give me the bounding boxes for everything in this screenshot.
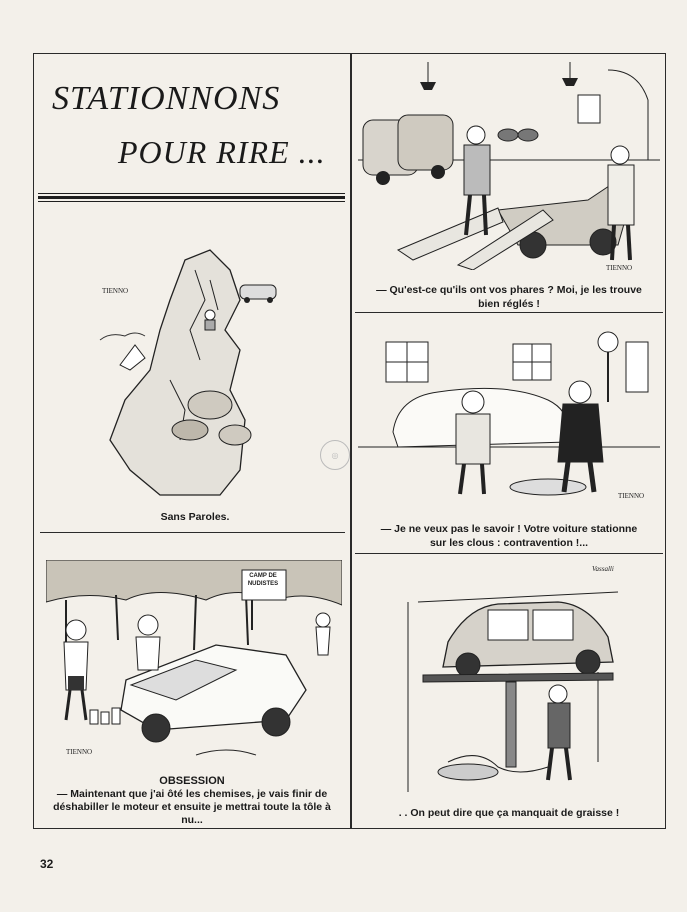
garage-caption [364, 283, 654, 311]
snow-signature: TIENNO [618, 492, 645, 500]
title-rule-top [38, 193, 345, 194]
title-rule-bottom [38, 201, 345, 202]
snow-caption-line2: sur les clous : contravention !... [429, 537, 589, 549]
lift-caption: . . On peut dire que ça manquait de graisse ! [398, 807, 620, 819]
watermark-logo: ◎ [320, 440, 350, 470]
nudist-camp-sign-line1: CAMP DE [249, 573, 277, 579]
right-panel-divider-1 [355, 312, 663, 313]
cliff-cartoon-illustration [90, 240, 290, 510]
title-rule-middle [38, 196, 345, 199]
nudist-camp-sign [243, 572, 283, 588]
garage-caption-line1: — Qu'est-ce qu'ils ont vos phares ? Moi, je les trouve [376, 284, 642, 296]
nudists-caption-line1: — Maintenant que j'ai ôté les chemises, je vais finir de [56, 788, 328, 800]
nudists-caption-line2: déshabiller le moteur et ensuite je mettrai toute la tôle à nu... [53, 801, 331, 826]
nudists-signature: TIENNO [66, 748, 93, 756]
cliff-signature: TIENNO [102, 287, 129, 295]
cliff-caption: Sans Paroles. [160, 511, 230, 523]
garage-caption-line2: bien réglés ! [478, 298, 540, 310]
page-title-line1: STATIONNONS [52, 80, 281, 117]
page-number: 32 [40, 857, 54, 871]
lift-signature: Vassalli [592, 565, 614, 573]
garage-signature: TIENNO [606, 264, 633, 272]
page-title-line2: POUR RIRE ... [118, 134, 326, 170]
nudist-camp-sign-line2: NUDISTES [247, 581, 279, 587]
nudists-caption [42, 775, 342, 827]
left-panel-divider [40, 532, 345, 533]
column-divider [350, 53, 352, 829]
lift-cartoon-illustration [358, 562, 660, 802]
snow-caption-line1: — Je ne veux pas le savoir ! Votre voiture stationne [380, 523, 638, 535]
garage-cartoon-illustration [358, 60, 660, 270]
snow-cartoon-illustration [358, 322, 660, 512]
right-panel-divider-2 [355, 553, 663, 554]
snow-caption [364, 522, 654, 550]
nudists-caption-title: OBSESSION [159, 775, 225, 787]
nudists-cartoon-illustration [46, 560, 342, 770]
